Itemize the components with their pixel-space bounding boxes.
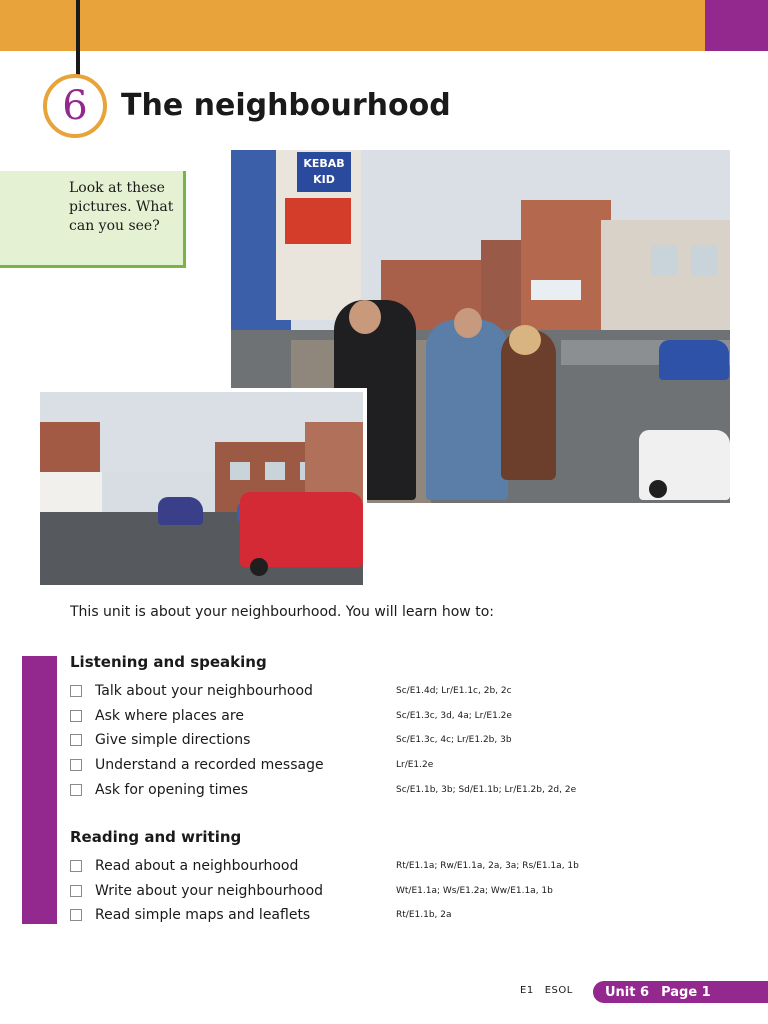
footer-unit-label: Unit 6 — [605, 984, 650, 1000]
prompt-box — [0, 171, 186, 268]
list-item — [70, 704, 710, 729]
task-checkbox[interactable] — [70, 784, 82, 796]
task-checkbox[interactable] — [70, 909, 82, 921]
curriculum-code: Wt/E1.1a; Ws/E1.2a; Ww/E1.1a, 1b — [396, 885, 553, 896]
curriculum-code: Sc/E1.1b, 3b; Sd/E1.1b; Lr/E1.2b, 2d, 2e — [396, 784, 577, 795]
curriculum-code: Rt/E1.1b, 2a — [396, 910, 452, 921]
section-heading-listening: Listening and speaking — [70, 653, 267, 671]
footer-course-label: ESOL — [544, 985, 573, 996]
header-line — [76, 0, 80, 78]
task-label: Read simple maps and leaflets — [95, 907, 311, 924]
task-label: Read about a neighbourhood — [95, 858, 299, 875]
section-heading-reading: Reading and writing — [70, 828, 242, 846]
list-item — [70, 854, 710, 879]
reading-task-list — [70, 854, 710, 928]
footer-page-badge — [593, 981, 768, 1003]
task-checkbox[interactable] — [70, 759, 82, 771]
footer-level — [520, 985, 573, 996]
intro-text: This unit is about your neighbourhood. You will learn how to: — [70, 604, 494, 620]
task-label: Give simple directions — [95, 732, 251, 749]
task-label: Write about your neighbourhood — [95, 882, 324, 899]
red-shop-sign — [285, 198, 351, 244]
list-item — [70, 777, 710, 802]
curriculum-code: Sc/E1.3c, 4c; Lr/E1.2b, 3b — [396, 735, 512, 746]
task-checkbox[interactable] — [70, 860, 82, 872]
unit-number: 6 — [62, 83, 88, 129]
curriculum-code: Lr/E1.2e — [396, 760, 434, 771]
list-item — [70, 879, 710, 904]
page-title: The neighbourhood — [121, 88, 451, 123]
task-label: Ask where places are — [95, 707, 244, 724]
curriculum-code: Sc/E1.4d; Lr/E1.1c, 2b, 2c — [396, 686, 512, 697]
footer-page-label: Page 1 — [661, 984, 711, 1000]
header-accent — [705, 0, 768, 51]
task-checkbox[interactable] — [70, 710, 82, 722]
unit-number-badge — [43, 74, 107, 138]
task-checkbox[interactable] — [70, 885, 82, 897]
list-item — [70, 753, 710, 778]
curriculum-code: Rt/E1.1a; Rw/E1.1a, 2a, 3a; Rs/E1.1a, 1b — [396, 861, 579, 872]
task-label: Understand a recorded message — [95, 757, 324, 774]
curriculum-code: Sc/E1.3c, 3d, 4a; Lr/E1.2e — [396, 710, 512, 721]
list-item — [70, 903, 710, 928]
task-label: Talk about your neighbourhood — [95, 683, 313, 700]
prompt-text: Look at these pictures. What can you see? — [69, 180, 174, 234]
list-item — [70, 679, 710, 704]
header-bar — [0, 0, 705, 51]
kebab-kid-sign: KEBAB KID — [297, 152, 351, 192]
footer-level-label: E1 — [520, 985, 534, 996]
street-photo-small — [40, 388, 367, 585]
task-label: Ask for opening times — [95, 781, 249, 798]
list-item — [70, 728, 710, 753]
objectives-side-bar — [22, 656, 57, 924]
task-checkbox[interactable] — [70, 685, 82, 697]
listening-task-list — [70, 679, 710, 802]
task-checkbox[interactable] — [70, 734, 82, 746]
